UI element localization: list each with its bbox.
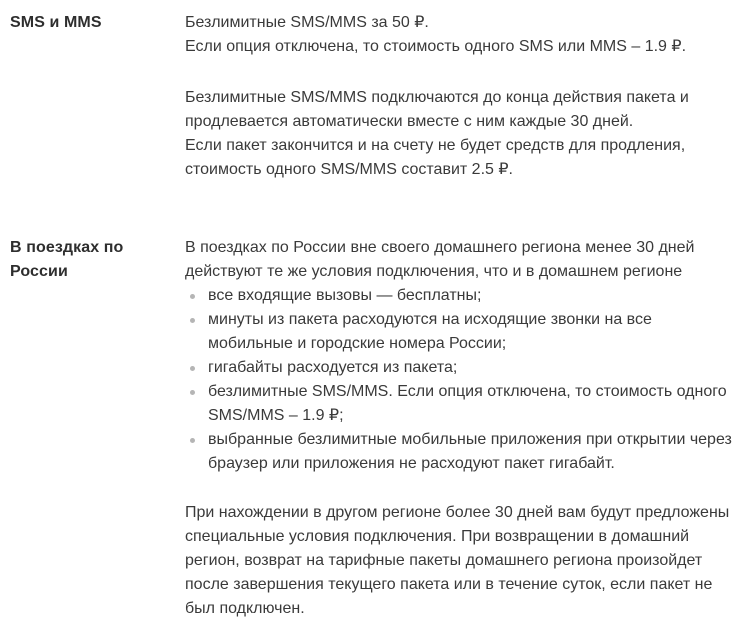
paragraph-line: Безлимитные SMS/MMS за 50 ₽. (185, 14, 429, 31)
section-travel-russia-label: В поездках по России (10, 239, 124, 280)
list-item-text: все входящие вызовы — бесплатны; (208, 287, 482, 304)
travel-intro-paragraph: В поездках по России вне своего домашнего региона менее 30 дней действуют те же условия подключения, что и в домашнем регионе (185, 239, 695, 280)
section-sms-mms-content (185, 11, 733, 182)
bullet-icon (190, 366, 195, 371)
section-sms-mms (10, 11, 733, 182)
sms-price-paragraph (185, 11, 733, 59)
list-item-text: безлимитные SMS/MMS. Если опция отключена, то стоимость одного SMS/MMS – 1.9 ₽; (208, 383, 727, 424)
section-sms-mms-label: SMS и MMS (10, 14, 102, 31)
list-item (185, 380, 733, 428)
list-item (185, 428, 733, 476)
paragraph-line: Безлимитные SMS/MMS подключаются до конца действия пакета и продлевается автоматически вместе с ним каждые 30 дней. (185, 89, 689, 130)
list-item-text: гигабайты расходуется из пакета; (208, 359, 458, 376)
travel-outro-paragraph: При нахождении в другом регионе более 30 дней вам будут предложены специальные условия подключения. При возвращении в домашний регион, возврат на тарифные пакеты домашнего региона произойдет после завершения текущего пакета или в течение суток, если пакет не был подключен. (185, 504, 730, 617)
section-travel-russia-content (185, 236, 733, 621)
bullet-icon (190, 318, 195, 323)
sms-renewal-paragraph (185, 86, 733, 182)
paragraph-line: Если пакет закончится и на счету не будет средств для продления, стоимость одного SMS/MMS составит 2.5 ₽. (185, 137, 686, 178)
section-travel-russia (10, 236, 733, 621)
list-item-text: минуты из пакета расходуются на исходящие звонки на все мобильные и городские номера России; (208, 311, 652, 352)
bullet-icon (190, 438, 195, 443)
list-item (185, 356, 733, 380)
list-item (185, 284, 733, 308)
bullet-icon (190, 390, 195, 395)
list-item (185, 308, 733, 356)
bullet-icon (190, 294, 195, 299)
travel-conditions-list (185, 284, 733, 476)
paragraph-line: Если опция отключена, то стоимость одного SMS или MMS – 1.9 ₽. (185, 38, 687, 55)
list-item-text: выбранные безлимитные мобильные приложения при открытии через браузер или приложения не расходуют пакет гигабайт. (208, 431, 732, 472)
